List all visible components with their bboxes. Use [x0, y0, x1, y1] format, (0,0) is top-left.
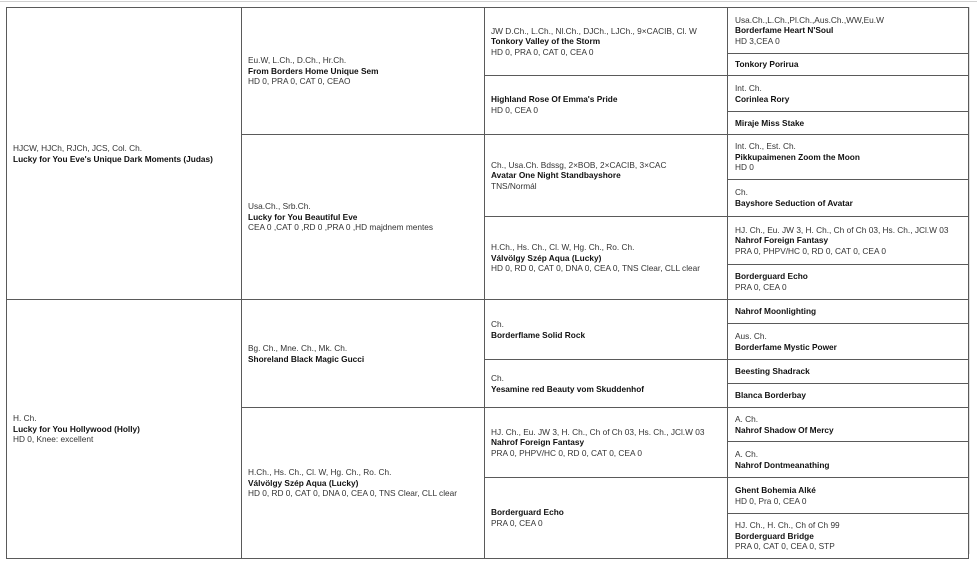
ancestor-name: Borderfame Heart N'Soul: [735, 25, 834, 36]
dam-sire-cell: [242, 300, 485, 408]
ancestor-name: Borderguard Echo: [735, 271, 808, 282]
gen4-cell-14: [728, 442, 969, 478]
dam-health: HD 0, Knee: excellent: [13, 434, 94, 445]
ancestor-title: Ch., Usa.Ch. Bdssg, 2×BOB, 2×CACIB, 3×CAC: [491, 159, 667, 170]
ancestor-name: Nahrof Moonlighting: [735, 306, 817, 317]
gen3-cell-2: [485, 76, 728, 135]
ancestor-health: PRA 0, CEA 0: [491, 518, 543, 528]
pedigree-table: [6, 7, 969, 559]
ancestor-title: H.Ch., Hs. Ch., Cl. W, Hg. Ch., Ro. Ch.: [248, 467, 392, 478]
right-divider: [969, 7, 970, 554]
sire-dam-cell: [242, 135, 485, 300]
gen3-cell-6: [485, 360, 728, 408]
ancestor-name: Corinlea Rory: [735, 93, 790, 104]
gen4-cell-5: [728, 135, 969, 180]
ancestor-name: Nahrof Foreign Fantasy: [735, 235, 829, 246]
gen4-cell-4: [728, 112, 969, 135]
ancestor-title: HJ. Ch., Eu. JW 3, H. Ch., Ch of Ch 03, Hs. Ch., JCl.W 03: [491, 426, 705, 437]
sire-cell: [7, 8, 242, 300]
ancestor-health: HD 0, CEA 0: [491, 105, 539, 115]
ancestor-name: Nahrof Foreign Fantasy: [491, 437, 585, 448]
ancestor-health: PRA 0, PHPV/HC 0, RD 0, CAT 0, CEA 0: [735, 245, 886, 256]
gen3-cell-8: [485, 478, 728, 559]
ancestor-name: Borderfame Mystic Power: [735, 341, 837, 352]
sire-sire-cell: [242, 8, 485, 135]
gen4-cell-15: [728, 478, 969, 514]
ancestor-health: PRA 0, CAT 0, CEA 0, STP: [735, 541, 835, 552]
dam-cell: [7, 300, 242, 559]
ancestor-name: Bayshore Seduction of Avatar: [735, 198, 853, 208]
ancestor-health: PRA 0, CEA 0: [735, 282, 787, 292]
ancestor-name: Borderguard Bridge: [735, 530, 814, 541]
sire-name: Lucky for You Eve's Unique Dark Moments (Judas): [13, 153, 213, 164]
ancestor-title: Usa.Ch., Srb.Ch.: [248, 201, 311, 212]
gen3-cell-7: [485, 408, 728, 478]
top-divider: [0, 1, 977, 2]
ancestor-name: Blanca Borderbay: [735, 390, 807, 401]
ancestor-title: Ch.: [735, 187, 748, 198]
ancestor-health: HD 0: [735, 162, 754, 173]
gen4-cell-9: [728, 300, 969, 324]
ancestor-name: Tonkory Valley of the Storm: [491, 36, 601, 47]
ancestor-title: Aus. Ch.: [735, 330, 767, 341]
ancestor-title: Ch.: [491, 372, 504, 383]
sire-title: HJCW, HJCh, RJCh, JCS, Col. Ch.: [13, 142, 143, 153]
ancestor-name: Yesamine red Beauty vom Skuddenhof: [491, 383, 645, 394]
gen3-cell-3: [485, 135, 728, 217]
ancestor-health: HD 0, Pra 0, CEA 0: [735, 495, 807, 506]
ancestor-title: Int. Ch., Est. Ch.: [735, 141, 796, 152]
gen4-cell-13: [728, 408, 969, 442]
ancestor-name: Beesting Shadrack: [735, 366, 810, 377]
ancestor-name: Pikkupaimenen Zoom the Moon: [735, 151, 860, 162]
gen4-cell-12: [728, 384, 969, 408]
ancestor-name: Lucky for You Beautiful Eve: [248, 211, 358, 222]
ancestor-name: Shoreland Black Magic Gucci: [248, 353, 365, 364]
gen4-cell-6: [728, 180, 969, 217]
gen3-cell-1: [485, 8, 728, 76]
ancestor-health: HD 0, RD 0, CAT 0, DNA 0, CEA 0, TNS Clear, CLL clear: [491, 263, 701, 274]
gen4-cell-7: [728, 217, 969, 265]
gen4-cell-8: [728, 265, 969, 300]
ancestor-health: TNS/Normál: [491, 180, 537, 191]
ancestor-name: Borderguard Echo: [491, 507, 564, 518]
ancestor-health: CEA 0 ,CAT 0 ,RD 0 ,PRA 0 ,HD majdnem mentes: [248, 222, 434, 233]
dam-name: Lucky for You Hollywood (Holly): [13, 423, 140, 434]
ancestor-title: HJ. Ch., Eu. JW 3, H. Ch., Ch of Ch 03, Hs. Ch., JCl.W 03: [735, 224, 949, 235]
ancestor-title: A. Ch.: [735, 413, 759, 424]
gen4-cell-16: [728, 514, 969, 559]
ancestor-name: Nahrof Dontmeanathing: [735, 459, 830, 470]
ancestor-name: Avatar One Night Standbayshore: [491, 170, 621, 181]
ancestor-health: HD 0, PRA 0, CAT 0, CEAO: [248, 76, 351, 87]
gen3-cell-4: [485, 217, 728, 300]
ancestor-title: HJ. Ch., H. Ch., Ch of Ch 99: [735, 520, 840, 531]
ancestor-name: Nahrof Shadow Of Mercy: [735, 424, 834, 435]
ancestor-name: Válvölgy Szép Aqua (Lucky): [491, 252, 602, 263]
ancestor-name: Tonkory Porirua: [735, 59, 799, 70]
gen4-cell-10: [728, 324, 969, 360]
gen4-cell-1: [728, 8, 969, 54]
ancestor-health: PRA 0, PHPV/HC 0, RD 0, CAT 0, CEA 0: [491, 447, 642, 458]
ancestor-name: Válvölgy Szép Aqua (Lucky): [248, 477, 359, 488]
ancestor-title: Int. Ch.: [735, 82, 762, 93]
ancestor-title: Ch.: [491, 318, 504, 329]
ancestor-title: H.Ch., Hs. Ch., Cl. W, Hg. Ch., Ro. Ch.: [491, 242, 635, 253]
ancestor-name: Highland Rose Of Emma's Pride: [491, 94, 618, 105]
ancestor-health: HD 0, PRA 0, CAT 0, CEA 0: [491, 46, 594, 57]
ancestor-name: Borderflame Solid Rock: [491, 329, 586, 340]
gen3-cell-5: [485, 300, 728, 360]
gen4-cell-3: [728, 76, 969, 112]
dam-dam-cell: [242, 408, 485, 559]
ancestor-name: From Borders Home Unique Sem: [248, 65, 379, 76]
gen4-cell-2: [728, 54, 969, 76]
ancestor-health: HD 3,CEA 0: [735, 35, 780, 46]
ancestor-title: JW D.Ch., L.Ch., Nl.Ch., DJCh., LJCh., 9×CACIB, Cl. W: [491, 25, 697, 36]
ancestor-title: Usa.Ch.,L.Ch.,Pl.Ch.,Aus.Ch.,WW,Eu.W: [735, 14, 884, 25]
ancestor-title: Bg. Ch., Mne. Ch., Mk. Ch.: [248, 342, 348, 353]
gen4-cell-11: [728, 360, 969, 384]
ancestor-title: A. Ch.: [735, 448, 759, 459]
dam-title: H. Ch.: [13, 413, 37, 424]
ancestor-name: Miraje Miss Stake: [735, 117, 805, 128]
ancestor-title: Eu.W, L.Ch., D.Ch., Hr.Ch.: [248, 55, 347, 66]
ancestor-health: HD 0, RD 0, CAT 0, DNA 0, CEA 0, TNS Clear, CLL clear: [248, 488, 458, 499]
ancestor-name: Ghent Bohemia Alké: [735, 484, 816, 495]
